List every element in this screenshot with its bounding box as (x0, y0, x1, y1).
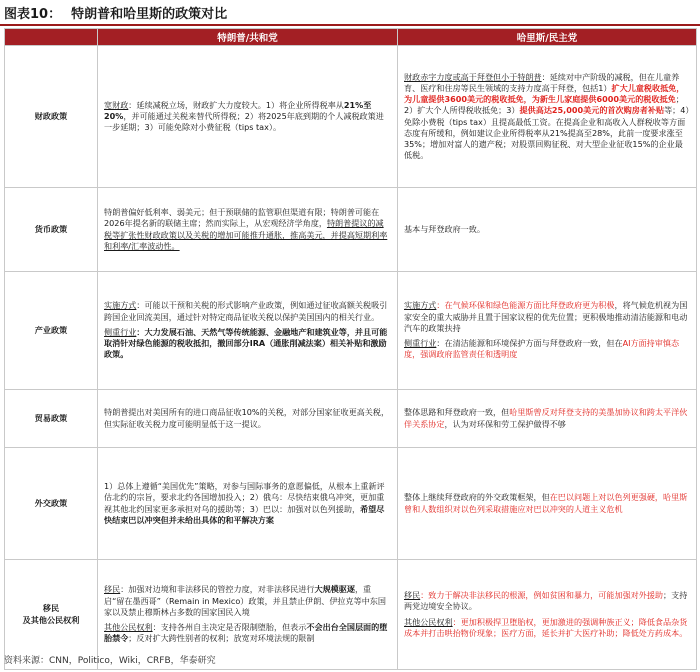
trump-foreign-cell (98, 448, 398, 560)
row-industry (5, 272, 697, 390)
trump-industry-text1: ：可能以干预和关税的形式影响产业政策，例如通过征收高额关税吸引跨国企业回流美国，通过针对特定商品征收关税以保护美国国内的相关行业。 (104, 300, 388, 322)
category-trade: 贸易政策 (5, 390, 98, 448)
category-immigration-line2: 及其他公民权利 (22, 614, 80, 625)
harris-fiscal-lead: 财政赤字力度或高于拜登但小于特朗普 (404, 71, 542, 82)
trump-monetary-cell (98, 188, 398, 272)
harris-trade-text1: 整体思路和拜登政府一致，但 (404, 407, 510, 418)
trump-immigration-text3: ：支持各州自主决定是否限制堕胎，但表示 (152, 622, 307, 633)
row-fiscal (5, 46, 697, 188)
trump-fiscal-em1: 21%至20% (104, 99, 372, 121)
trump-industry-cell (98, 272, 398, 390)
harris-immigration-lead1: 移民 (404, 590, 421, 601)
trump-immigration-lead2: 其他公民权利 (104, 622, 153, 633)
category-immigration-line1: 移民 (42, 603, 60, 614)
source-note (4, 653, 218, 666)
harris-trade-red1: 哈里斯曾反对拜登支持的美墨加协议和跨太平洋伙伴关系协定 (404, 407, 688, 429)
trump-monetary-text: 特朗普偏好低利率、弱美元；但于预联储的监管职但渠道有限；特朗普可能在2026年提名新的联储主席；然而实际上，从宏观经济学角度， (104, 207, 380, 229)
trump-fiscal-cell (98, 46, 398, 188)
table-header-row (5, 29, 697, 46)
harris-monetary-cell (398, 188, 697, 272)
header-category (5, 29, 98, 46)
figure-title-bar (0, 0, 700, 26)
trump-trade-text: 特朗普提出对美国所有的进口商品征收10%的关税，对部分国家征收更高关税，但实际征收关税力度可能明显低于这一提议。 (104, 407, 390, 429)
trump-immigration-em1: 大规模驱逐 (314, 584, 355, 595)
harris-immigration-text1: ；支持两党边境安全协议。 (404, 590, 688, 612)
harris-industry-lead2: 侧重行业 (404, 338, 437, 349)
trump-industry-lead1: 实施方式 (104, 300, 137, 311)
trump-immigration-lead1: 移民 (104, 584, 121, 595)
trump-industry-text2: ：大力发展石油、天然气等传统能源、金融地产和建筑业等，并且可能取消针对绿色能源的税收抵扣，撤回部分IRA（通胀削减法案）相关补贴和激励政策。 (104, 326, 388, 360)
harris-foreign-cell (398, 448, 697, 560)
harris-fiscal-text1: ：延续对中产阶级的减税，但在儿童养育、医疗和住房等民生领域的支持力度高于拜登，包括1） (404, 71, 680, 93)
harris-industry-text2: ：在清洁能源和环境保护方面与拜登政府一致，但在 (436, 338, 623, 349)
header-trump: 特朗普/共和党 (98, 29, 398, 46)
harris-fiscal-text2: ；2）扩大个人所得税收抵免；3） (404, 94, 684, 116)
harris-immigration-cell (398, 560, 697, 670)
harris-industry-text1: ，将气候危机视为国家安全的重大威胁并且置于国家议程的优先位置；更积极地推动清洁能源和电动汽车的政策扶持 (404, 300, 688, 333)
harris-industry-lead1: 实施方式 (404, 300, 437, 311)
policy-comparison-table (4, 28, 697, 670)
trump-immigration-em2: 不会出台全国层面的堕胎禁令 (104, 622, 388, 644)
harris-foreign-red1: 在巴以问题上对以色列更强硬，哈里斯曾和人数组织对以色列采取措施应对巴以冲突的人道主义危机 (404, 492, 688, 514)
harris-immigration-red1: ：致力于解决非法移民的根源，例如贫困和暴力，可能加强对外援助 (420, 590, 664, 601)
header-harris: 哈里斯/民主党 (398, 29, 697, 46)
trump-monetary-underline: 特朗普提议的减税等扩张性财政政策以及关税的增加可能推升通胀，推高美元，并提高短期利率和利率/汇率波动性。 (104, 218, 388, 251)
trump-immigration-text4: ；反对扩大跨性别者的权利；放宽对环境法规的限制 (128, 633, 315, 644)
harris-trade-cell (398, 390, 697, 448)
harris-monetary-text: 基本与拜登政府一致。 (404, 223, 485, 234)
harris-fiscal-cell (398, 46, 697, 188)
trump-fiscal-lead: 宽财政 (104, 99, 129, 110)
trump-industry-lead2: 侧重行业 (104, 326, 137, 337)
harris-immigration-lead2: 其他公民权利 (404, 616, 453, 627)
harris-foreign-text1: 整体上继续拜登政府的外交政策框架，但 (404, 492, 550, 503)
trump-foreign-em1: 希望尽快结束巴以冲突但并未给出具体的和平解决方案 (104, 503, 385, 525)
harris-fiscal-text3: 等；4）免除小费税（tips tax）且提高最低工资。在提高企业和高收入人群税收等方面态度有所缓和，例如建议企业所得税率从21%提高至28%，此前一度要求涨至35%；增加对富人的遗产税；对股票回购征税、对大型企业征收15%的企业最低税。 (404, 105, 690, 161)
category-monetary: 货币政策 (5, 188, 98, 272)
harris-fiscal-red1: 扩大儿童税收抵免，为儿童提供3600美元的税收抵免，为新生儿家庭提供6000美元的税收抵免 (404, 82, 685, 105)
trump-immigration-text1: ：加强对边境和非法移民的管控力度，对非法移民进行 (120, 584, 315, 595)
trump-immigration-text2: ，重启“留在墨西哥”（Remain in Mexico）政策，并且禁止伊朗、伊拉克等中东国家以及禁止穆斯林占多数的国家国民入境 (104, 584, 386, 617)
harris-immigration-red2: ：更加积极捍卫堕胎权，更加激进的强调种族正义；降低食品杂货成本并打击哄抬物价现象；医疗方面，延长并扩大医疗补助；降低处方药成本。 (404, 616, 688, 638)
figure-title: 特朗普和哈里斯的政策对比 (71, 6, 228, 22)
trump-foreign-text1: 1）总体上遵循“美国优先”策略，对参与国际事务的意愿偏低，从根本上重新评估北约的宗旨，要求北约各国增加投入；2）俄乌：尽快结束俄乌冲突，更加重视其他北约国家更多承担对乌的援助等；3）巴以：加强对以色列援助， (104, 481, 385, 514)
row-foreign (5, 448, 697, 560)
harris-fiscal-red2: 提供高达25,000美元的首次购房者补贴 (519, 105, 665, 116)
trump-trade-cell (98, 390, 398, 448)
category-industry: 产业政策 (5, 272, 98, 390)
category-fiscal: 财政政策 (5, 46, 98, 188)
harris-industry-cell (398, 272, 697, 390)
source-text: 资料来源：CNN，Politico，Wiki，CRFB，华泰研究 (4, 656, 216, 666)
harris-industry-red1: ：在气候环保和绿色能源方面比拜登政府更为积极 (436, 300, 615, 311)
harris-trade-text2: ，认为对环保和劳工保护做得不够 (444, 418, 566, 429)
figure-number: 图表10： (4, 6, 62, 22)
row-trade (5, 390, 697, 448)
trump-fiscal-text1: ：延续减税立场，财政扩大力度较大。1）将企业所得税率从 (128, 99, 344, 110)
harris-industry-red2: AI方面持审慎态度，强调政府监管责任和透明度 (404, 338, 680, 360)
trump-fiscal-text2: ，并可能通过关税来替代所得税；2）将2025年底到期的个人减税政策进一步延期；3）可能免除对小费征税（tips tax）。 (104, 110, 384, 133)
category-foreign: 外交政策 (5, 448, 98, 560)
row-monetary (5, 188, 697, 272)
